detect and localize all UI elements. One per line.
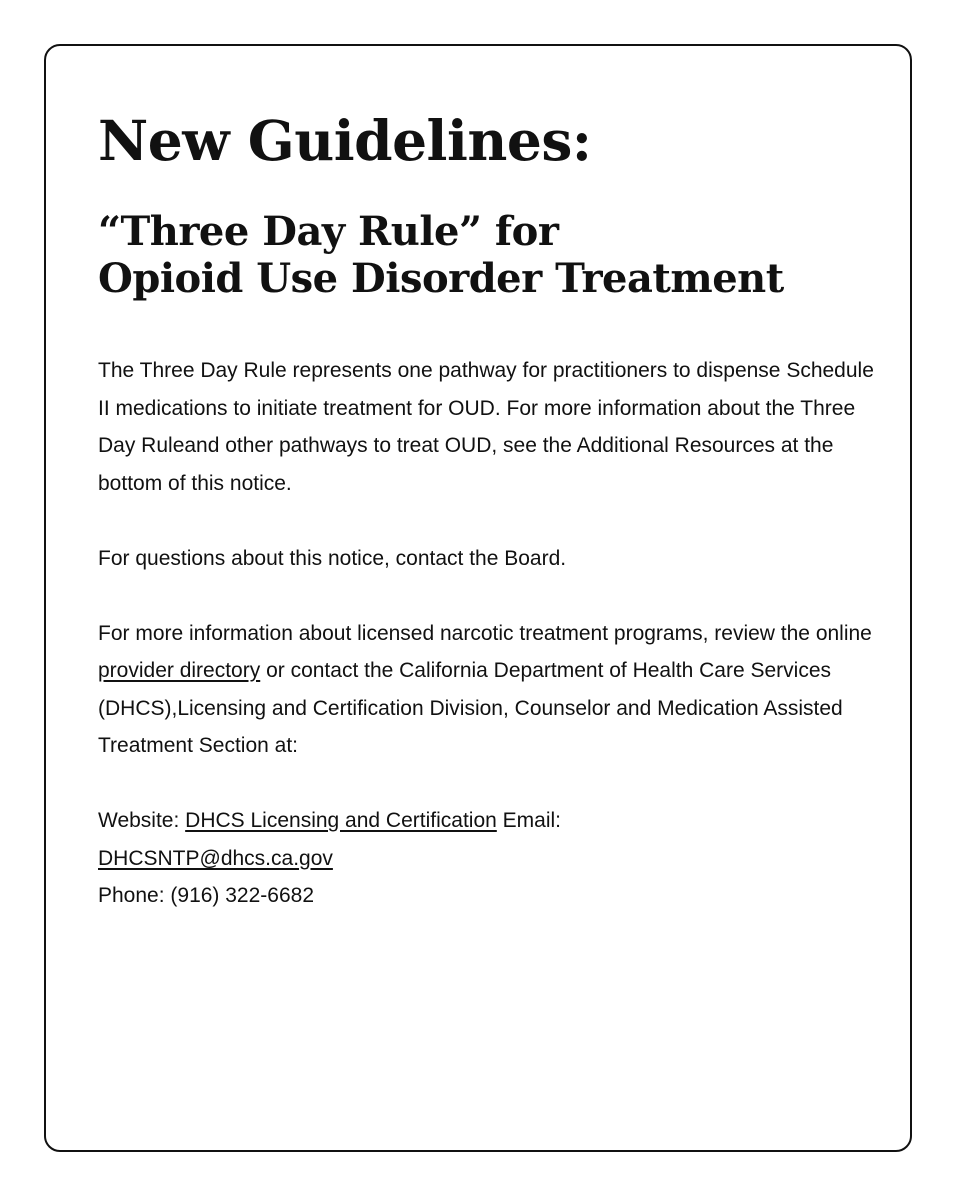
dhcs-licensing-link[interactable]: DHCS Licensing and Certification [185,809,497,832]
notice-subtitle [98,208,888,302]
programs-text-before: For more information about licensed narcotic treatment programs, review the online [98,621,872,645]
contact-website-line [98,802,888,840]
page-title: New Guidelines: [98,108,592,173]
programs-text-after: or contact the California Department of Health Care Services (DHCS),Licensing and Certification Division, Counselor and Medication Assisted Treatment Section at: [98,659,843,757]
provider-directory-link[interactable]: provider directory [98,659,261,682]
email-label: Email: [496,809,561,832]
contact-block [98,802,888,915]
subtitle-line-1: “Three Day Rule” for [98,208,559,255]
questions-paragraph: For questions about this notice, contact the Board. [98,546,567,570]
website-label: Website: [98,809,186,832]
email-link[interactable]: DHCSNTP@dhcs.ca.gov [98,846,333,870]
notice-content [98,108,888,915]
contact-email-line [98,840,888,878]
intro-paragraph: The Three Day Rule represents one pathway for practitioners to dispense Schedule II medications to initiate treatment for OUD. For more information about the Three Day Ruleand other pathways to treat OUD, see the Additional Resources at the bottom of this notice. [98,359,874,495]
subtitle-line-2: Opioid Use Disorder Treatment [98,255,784,302]
notice-card [44,44,912,1152]
programs-paragraph [98,615,888,765]
contact-phone: Phone: (916) 322-6682 [98,884,314,907]
